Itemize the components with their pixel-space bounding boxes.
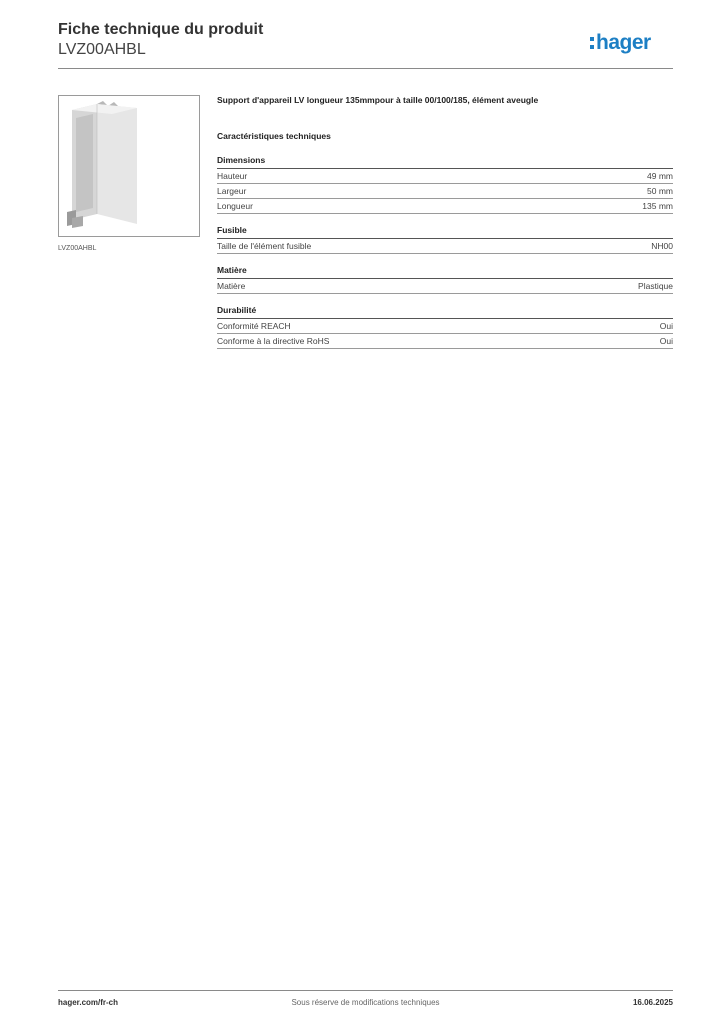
spec-row bbox=[217, 199, 673, 214]
spec-group-durabilite bbox=[217, 304, 673, 349]
specs-title: Caractéristiques techniques bbox=[217, 131, 331, 141]
spec-label: Matière bbox=[217, 281, 246, 291]
footer-divider bbox=[58, 990, 673, 991]
spec-row bbox=[217, 169, 673, 184]
spec-value: 50 mm bbox=[647, 186, 673, 196]
footer-website-link[interactable]: hager.com/fr-ch bbox=[58, 998, 119, 1007]
spec-value: Oui bbox=[659, 321, 673, 331]
spec-row bbox=[217, 319, 673, 334]
document-title: Fiche technique du produit bbox=[58, 21, 264, 38]
document-header bbox=[58, 20, 673, 59]
group-title: Fusible bbox=[217, 224, 673, 239]
product-reference: LVZ00AHBL bbox=[58, 41, 146, 58]
image-caption: LVZ00AHBL bbox=[58, 245, 97, 252]
spec-group-dimensions bbox=[217, 154, 673, 214]
spec-label: Conforme à la directive RoHS bbox=[217, 336, 330, 346]
header-divider bbox=[58, 68, 673, 69]
spec-value: 135 mm bbox=[642, 201, 673, 211]
spec-label: Longueur bbox=[217, 201, 253, 211]
product-content bbox=[217, 94, 673, 349]
group-title: Durabilité bbox=[217, 304, 673, 319]
spec-value: NH00 bbox=[651, 241, 673, 251]
brand-logo-text: hager bbox=[596, 31, 651, 54]
spec-label: Taille de l'élément fusible bbox=[217, 241, 312, 251]
footer-disclaimer: Sous réserve de modifications techniques bbox=[291, 998, 440, 1007]
product-illustration bbox=[59, 96, 199, 236]
spec-row bbox=[217, 334, 673, 349]
spec-value: 49 mm bbox=[647, 171, 673, 181]
spec-group-matiere bbox=[217, 264, 673, 294]
hager-logo bbox=[589, 28, 671, 56]
product-image bbox=[58, 95, 200, 237]
spec-value: Plastique bbox=[638, 281, 673, 291]
spec-value: Oui bbox=[659, 336, 673, 346]
spec-row bbox=[217, 239, 673, 254]
spec-label: Largeur bbox=[217, 186, 247, 196]
spec-row bbox=[217, 184, 673, 199]
group-title: Dimensions bbox=[217, 154, 673, 169]
spec-row bbox=[217, 279, 673, 294]
product-description: Support d'appareil LV longueur 135mmpour à taille 00/100/185, élément aveugle bbox=[217, 95, 539, 105]
spec-group-fusible bbox=[217, 224, 673, 254]
spec-label: Hauteur bbox=[217, 171, 248, 181]
footer-date: 16.06.2025 bbox=[632, 998, 673, 1007]
spec-label: Conformité REACH bbox=[217, 321, 291, 331]
document-footer bbox=[58, 998, 673, 1010]
group-title: Matière bbox=[217, 264, 673, 279]
